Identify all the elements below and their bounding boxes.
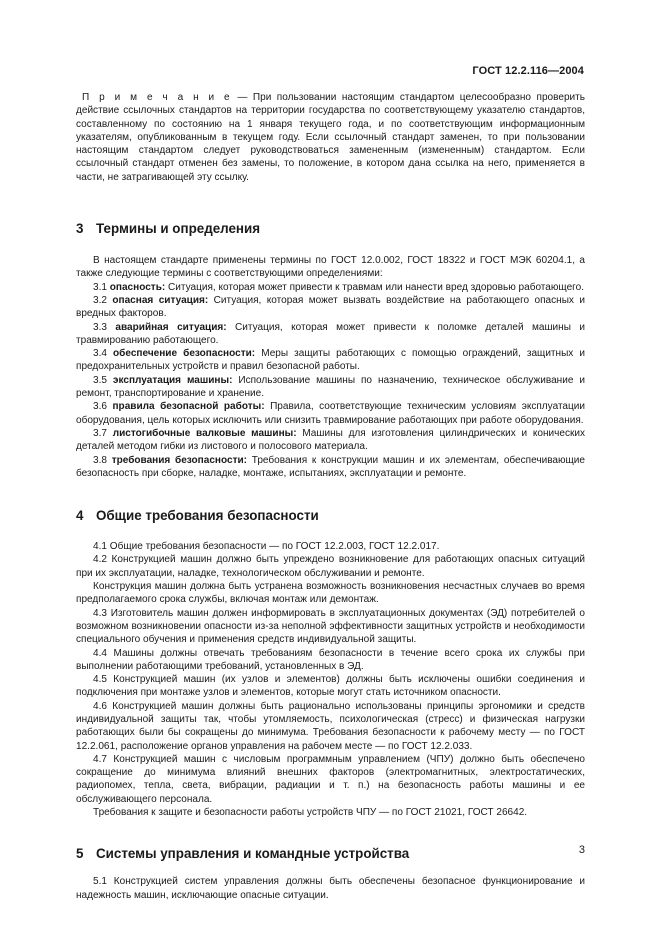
term-text: Использование машины по назначению, техническое обслуживание и ремонт, транспортирование и хранение. bbox=[76, 374, 585, 400]
term-name: правила безопасной работы: bbox=[112, 401, 265, 413]
clause-paragraph: 4.4 Машины должны отвечать требованиям безопасности в течение всего срока их службы при выполнении работающими требований, установленных в ЭД. bbox=[76, 647, 585, 672]
section-intro: В настоящем стандарте применены термины по ГОСТ 12.0.002, ГОСТ 18322 и ГОСТ МЭК 60204.1, а также следующие термины с соответствующими определениями: bbox=[76, 255, 585, 280]
page-content bbox=[76, 91, 585, 902]
term-text: Машины для изготовления цилиндрических и конических деталей методом гибки из листового и полосового материала. bbox=[76, 427, 585, 453]
term-definition bbox=[76, 294, 585, 321]
term-definition bbox=[76, 374, 585, 401]
term-number: 3.5 bbox=[93, 374, 113, 386]
clause-paragraph: 5.1 Конструкцией систем управления должны быть обеспечены безопасное функционирование и надежность машин, исключающие опасные ситуации. bbox=[76, 876, 585, 901]
term-text: Меры защиты работающих с помощью ограждений, защитных и предохранительных устройств и правил безопасной работы. bbox=[76, 348, 585, 373]
note-label: П р и м е ч а н и е bbox=[82, 92, 232, 103]
term-definition bbox=[76, 347, 585, 374]
term-name: требования безопасности: bbox=[111, 454, 248, 466]
terms-list bbox=[76, 281, 585, 480]
clause-paragraph: 4.5 Конструкцией машин (их узлов и элементов) должны быть исключены ошибки соединения и подключения при монтаже узлов и элементов, которые могут стать источником опасности. bbox=[76, 674, 585, 699]
reference-note bbox=[76, 91, 585, 184]
term-name: листогибочные валковые машины: bbox=[112, 427, 297, 439]
term-number: 3.6 bbox=[93, 401, 113, 413]
running-header: ГОСТ 12.2.116—2004 bbox=[472, 65, 584, 77]
term-number: 3.7 bbox=[93, 427, 113, 439]
section-heading: 5 Системы управления и командные устройства bbox=[76, 846, 410, 862]
section-heading: 4 Общие требования безопасности bbox=[76, 508, 319, 524]
term-number: 3.2 bbox=[93, 294, 113, 306]
term-number: 3.4 bbox=[93, 348, 114, 360]
clause-paragraph: Требования к защите и безопасности работы устройств ЧПУ — по ГОСТ 21021, ГОСТ 26642. bbox=[93, 807, 528, 819]
term-definition bbox=[76, 321, 585, 348]
term-number: 3.8 bbox=[93, 454, 112, 466]
section-4-paragraphs bbox=[76, 540, 585, 819]
term-name: опасность: bbox=[109, 281, 166, 293]
clause-paragraph: 4.1 Общие требования безопасности — по ГОСТ 12.2.003, ГОСТ 12.2.017. bbox=[93, 541, 440, 553]
term-text: Правила, соответствующие техническим условиям эксплуатации оборудования, цель которых исключить или снизить травмирование работающих при работе оборудования. bbox=[76, 401, 585, 426]
term-name: обеспечение безопасности: bbox=[113, 348, 256, 360]
term-text: Ситуация, которая может привести к травмам или нанести вред здоровью работающего. bbox=[165, 281, 584, 293]
clause-paragraph: Конструкция машин должна быть устранена возможность возникновения несчастных случаев во время предполагаемого срока службы, включая монтаж или демонтаж. bbox=[76, 581, 585, 606]
clause-paragraph: 4.3 Изготовитель машин должен информировать в эксплуатационных документах (ЭД) потребителей о возможном возникновении опасности из-за неполной эффективности защитных устройств и необходимости специального обучения и применения средств индивидуальной защиты. bbox=[76, 607, 585, 646]
term-number: 3.3 bbox=[93, 321, 116, 333]
note-text: — При пользовании настоящим стандартом целесообразно проверить действие ссылочных стандартов на территории государства по соответствующему указателю стандартов, составленному по состоянию на 1 января текущего года, и по соответствующим информационным указателям, опубликованным в текущем году. Если ссылочный стандарт заменен, то при пользовании настоящим стандартом следует руководствоваться замененным (измененным) стандартом. Если ссылочный стандарт отменен без замены, то положение, в котором дана ссылка на него, применяется в части, не затрагивающей эту ссылку. bbox=[76, 92, 585, 183]
term-text: Требования к конструкции машин и их элементам, обеспечивающие безопасность при сборке, наладке, монтаже, испытаниях, эксплуатации и ремонте. bbox=[76, 454, 586, 479]
clause-paragraph: 4.7 Конструкцией машин с числовым программным управлением (ЧПУ) должно быть обеспечено сокращение до минимума влияний внешних факторов (электромагнитных, электростатических, радиопомех, тепла, света, вибрации, радиации и т. п.) на безопасность работы машины и ее обслуживающего персонала. bbox=[76, 753, 585, 805]
term-text: Ситуация, которая может привести к поломке деталей машины и травмированию работающего. bbox=[76, 321, 585, 346]
section-heading: 3 Термины и определения bbox=[76, 221, 261, 237]
term-definition bbox=[76, 281, 585, 294]
term-name: аварийная ситуация: bbox=[115, 321, 227, 333]
term-definition bbox=[76, 400, 585, 427]
term-name: эксплуатация машины: bbox=[112, 374, 233, 386]
page-number: 3 bbox=[578, 844, 585, 856]
term-text: Ситуация, которая может вызвать воздействие на работающего опасных и вредных факторов. bbox=[76, 294, 585, 320]
term-name: опасная ситуация: bbox=[112, 294, 209, 306]
term-definition bbox=[76, 454, 585, 481]
clause-paragraph: 4.6 Конструкцией машин должны быть рационально использованы принципы эргономики и средств индивидуальной защиты так, чтобы утомляемость, психологическая (стресс) и физическая нагрузки работающих были бы сокращены до минимума. Требования безопасности к рабочему месту — по ГОСТ 12.2.061, расположение органов управления на рабочем месте — по ГОСТ 12.2.033. bbox=[76, 700, 585, 752]
clause-paragraph: 4.2 Конструкцией машин должно быть упреждено возникновение для работающих опасных ситуаций при их эксплуатации, наладке, технологическом обслуживании и ремонте. bbox=[76, 554, 585, 579]
term-definition bbox=[76, 427, 585, 454]
section-5-paragraphs bbox=[76, 875, 585, 902]
term-number: 3.1 bbox=[93, 281, 110, 293]
